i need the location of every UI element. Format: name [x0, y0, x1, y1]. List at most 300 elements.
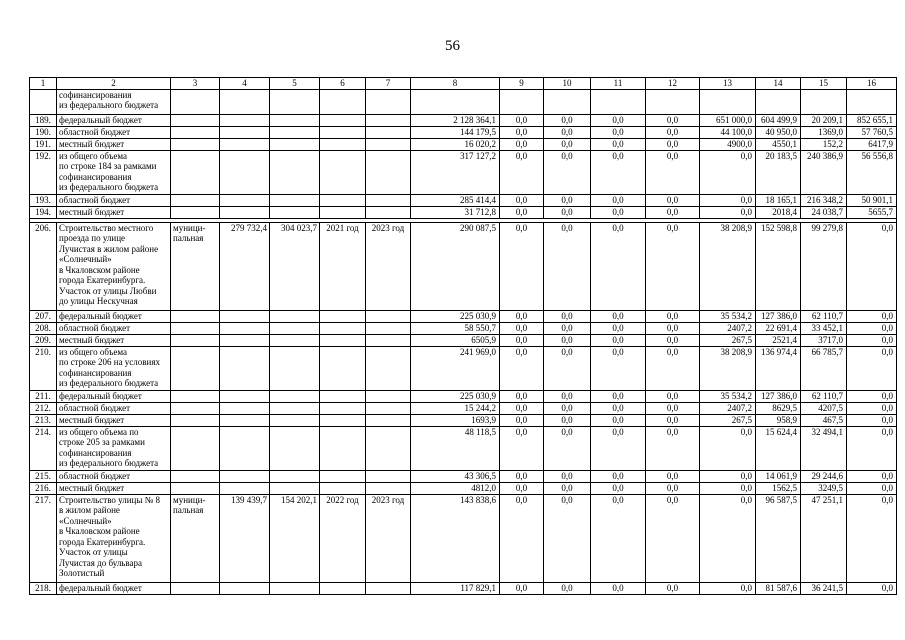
- cell-col-1: 207.: [30, 310, 57, 322]
- cell-col-7: [366, 114, 411, 126]
- cell-col-11: 0,0: [591, 346, 646, 390]
- cell-col-12: 0,0: [646, 114, 700, 126]
- cell-col-14: 2018,4: [756, 206, 801, 218]
- cell-col-2: областной бюджет: [57, 322, 171, 334]
- cell-col-13: 0,0: [700, 194, 756, 206]
- cell-col-2: местный бюджет: [57, 334, 171, 346]
- cell-col-5: [270, 150, 320, 194]
- cell-col-14: 22 691,4: [756, 322, 801, 334]
- table-row: [30, 482, 897, 494]
- cell-col-10: 0,0: [544, 470, 591, 482]
- cell-col-9: 0,0: [500, 206, 544, 218]
- cell-col-12: 0,0: [646, 194, 700, 206]
- table-row: [30, 194, 897, 206]
- cell-col-4: [220, 194, 270, 206]
- cell-col-1: 210.: [30, 346, 57, 390]
- cell-col-1: 192.: [30, 150, 57, 194]
- cell-col-2: федеральный бюджет: [57, 582, 171, 594]
- cell-col-13: 2407,2: [700, 402, 756, 414]
- cell-col-1: 190.: [30, 126, 57, 138]
- cell-col-10: 0,0: [544, 402, 591, 414]
- cell-col-6: 2022 год: [320, 494, 366, 582]
- cell-col-11: 0,0: [591, 194, 646, 206]
- cell-col-7: 2023 год: [366, 222, 411, 310]
- cell-col-9: 0,0: [500, 322, 544, 334]
- cell-col-4: [220, 150, 270, 194]
- cell-col-8: 4812,0: [411, 482, 500, 494]
- cell-col-12: 0,0: [646, 494, 700, 582]
- cell-col-5: [270, 390, 320, 402]
- cell-col-9: 0,0: [500, 138, 544, 150]
- cell-col-9: 0,0: [500, 222, 544, 310]
- cell-col-12: 0,0: [646, 322, 700, 334]
- cell-col-14: 14 061,9: [756, 470, 801, 482]
- cell-col-11: 0,0: [591, 114, 646, 126]
- cell-col-2: местный бюджет: [57, 138, 171, 150]
- cell-col-7: [366, 426, 411, 470]
- cell-col-6: [320, 114, 366, 126]
- cell-col-12: 0,0: [646, 206, 700, 218]
- cell-col-4: 279 732,4: [220, 222, 270, 310]
- cell-col-3: [171, 114, 220, 126]
- cell-col-15: 24 038,7: [801, 206, 847, 218]
- column-header: 7: [366, 78, 411, 90]
- cell-col-14: 96 587,5: [756, 494, 801, 582]
- column-header: 13: [700, 78, 756, 90]
- cell-col-10: 0,0: [544, 310, 591, 322]
- cell-col-13: 38 208,9: [700, 346, 756, 390]
- cell-col-8: 43 306,5: [411, 470, 500, 482]
- cell-col-8: 241 969,0: [411, 346, 500, 390]
- cell-col-16: 6417,9: [847, 138, 897, 150]
- cell-col-8: 6505,9: [411, 334, 500, 346]
- cell-col-16: 852 655,1: [847, 114, 897, 126]
- cell-col-14: 8629,5: [756, 402, 801, 414]
- cell-col-14: 958,9: [756, 414, 801, 426]
- cell-col-5: [270, 114, 320, 126]
- cell-col-1: [30, 89, 57, 114]
- cell-col-7: [366, 126, 411, 138]
- cell-col-6: [320, 322, 366, 334]
- cell-col-14: 81 587,6: [756, 582, 801, 594]
- column-header: 4: [220, 78, 270, 90]
- cell-col-4: [220, 334, 270, 346]
- cell-col-2: софинансирования из федерального бюджета: [57, 89, 171, 114]
- cell-col-10: 0,0: [544, 346, 591, 390]
- cell-col-12: [646, 89, 700, 114]
- cell-col-8: 16 020,2: [411, 138, 500, 150]
- cell-col-9: 0,0: [500, 402, 544, 414]
- cell-col-7: [366, 582, 411, 594]
- cell-col-14: 15 624,4: [756, 426, 801, 470]
- column-header: 14: [756, 78, 801, 90]
- cell-col-3: [171, 310, 220, 322]
- cell-col-12: 0,0: [646, 470, 700, 482]
- table-row: [30, 89, 897, 114]
- cell-col-2: Строительство местного проезда по улице Лучистая в жилом районе «Солнечный» в Чкаловском районе города Екатеринбурга. Участок от улицы Любви до улицы Нескучная: [57, 222, 171, 310]
- cell-col-7: [366, 206, 411, 218]
- cell-col-1: 209.: [30, 334, 57, 346]
- cell-col-16: 50 901,1: [847, 194, 897, 206]
- cell-col-5: [270, 322, 320, 334]
- column-header: 10: [544, 78, 591, 90]
- cell-col-3: [171, 126, 220, 138]
- cell-col-3: [171, 89, 220, 114]
- cell-col-13: 4900,0: [700, 138, 756, 150]
- cell-col-9: 0,0: [500, 114, 544, 126]
- cell-col-9: 0,0: [500, 194, 544, 206]
- cell-col-11: 0,0: [591, 322, 646, 334]
- cell-col-4: [220, 206, 270, 218]
- column-header: 8: [411, 78, 500, 90]
- cell-col-6: [320, 334, 366, 346]
- cell-col-11: 0,0: [591, 126, 646, 138]
- column-header: 9: [500, 78, 544, 90]
- cell-col-8: 143 838,6: [411, 494, 500, 582]
- cell-col-5: [270, 310, 320, 322]
- cell-col-2: федеральный бюджет: [57, 310, 171, 322]
- cell-col-3: [171, 402, 220, 414]
- cell-col-15: 152,2: [801, 138, 847, 150]
- cell-col-8: 290 087,5: [411, 222, 500, 310]
- cell-col-15: 62 110,7: [801, 310, 847, 322]
- table-row: [30, 322, 897, 334]
- cell-col-16: 0,0: [847, 414, 897, 426]
- cell-col-5: [270, 194, 320, 206]
- cell-col-16: 0,0: [847, 346, 897, 390]
- cell-col-12: 0,0: [646, 582, 700, 594]
- cell-col-11: 0,0: [591, 494, 646, 582]
- cell-col-11: 0,0: [591, 310, 646, 322]
- cell-col-4: [220, 138, 270, 150]
- cell-col-10: 0,0: [544, 426, 591, 470]
- cell-col-14: 604 499,9: [756, 114, 801, 126]
- cell-col-13: 0,0: [700, 206, 756, 218]
- cell-col-5: [270, 470, 320, 482]
- cell-col-4: [220, 89, 270, 114]
- cell-col-1: 189.: [30, 114, 57, 126]
- cell-col-10: 0,0: [544, 414, 591, 426]
- cell-col-9: 0,0: [500, 426, 544, 470]
- cell-col-10: 0,0: [544, 126, 591, 138]
- cell-col-2: из общего объема по строке 206 на условиях софинансирования из федерального бюджета: [57, 346, 171, 390]
- cell-col-16: 0,0: [847, 494, 897, 582]
- cell-col-8: 48 118,5: [411, 426, 500, 470]
- cell-col-11: 0,0: [591, 470, 646, 482]
- cell-col-9: 0,0: [500, 346, 544, 390]
- cell-col-15: 66 785,7: [801, 346, 847, 390]
- cell-col-11: 0,0: [591, 402, 646, 414]
- cell-col-14: 18 165,1: [756, 194, 801, 206]
- cell-col-9: 0,0: [500, 334, 544, 346]
- budget-table: [29, 77, 897, 595]
- cell-col-14: 2521,4: [756, 334, 801, 346]
- cell-col-7: [366, 310, 411, 322]
- cell-col-7: [366, 138, 411, 150]
- cell-col-16: 0,0: [847, 222, 897, 310]
- cell-col-6: [320, 414, 366, 426]
- cell-col-5: [270, 414, 320, 426]
- cell-col-12: 0,0: [646, 346, 700, 390]
- cell-col-6: [320, 310, 366, 322]
- cell-col-16: 0,0: [847, 402, 897, 414]
- cell-col-3: [171, 150, 220, 194]
- cell-col-6: [320, 426, 366, 470]
- column-header: 5: [270, 78, 320, 90]
- cell-col-2: местный бюджет: [57, 206, 171, 218]
- table-row: [30, 582, 897, 594]
- cell-col-5: [270, 582, 320, 594]
- cell-col-12: 0,0: [646, 126, 700, 138]
- cell-col-1: 212.: [30, 402, 57, 414]
- cell-col-5: [270, 426, 320, 470]
- cell-col-13: 267,5: [700, 414, 756, 426]
- cell-col-14: 4550,1: [756, 138, 801, 150]
- cell-col-15: 33 452,1: [801, 322, 847, 334]
- cell-col-2: областной бюджет: [57, 402, 171, 414]
- cell-col-6: [320, 482, 366, 494]
- cell-col-14: [756, 89, 801, 114]
- cell-col-10: 0,0: [544, 222, 591, 310]
- cell-col-3: муници- пальная: [171, 494, 220, 582]
- table-row: [30, 138, 897, 150]
- cell-col-2: федеральный бюджет: [57, 390, 171, 402]
- cell-col-4: [220, 426, 270, 470]
- cell-col-4: 139 439,7: [220, 494, 270, 582]
- cell-col-8: 225 030,9: [411, 310, 500, 322]
- table-row: [30, 390, 897, 402]
- cell-col-16: 0,0: [847, 334, 897, 346]
- cell-col-10: 0,0: [544, 390, 591, 402]
- cell-col-6: [320, 126, 366, 138]
- cell-col-6: [320, 402, 366, 414]
- cell-col-13: 44 100,0: [700, 126, 756, 138]
- cell-col-2: из общего объема по строке 205 за рамками софинансирования из федерального бюджета: [57, 426, 171, 470]
- cell-col-7: [366, 402, 411, 414]
- cell-col-6: [320, 138, 366, 150]
- cell-col-8: 15 244,2: [411, 402, 500, 414]
- cell-col-10: 0,0: [544, 114, 591, 126]
- cell-col-9: [500, 89, 544, 114]
- cell-col-1: 194.: [30, 206, 57, 218]
- cell-col-7: [366, 470, 411, 482]
- cell-col-9: 0,0: [500, 390, 544, 402]
- cell-col-13: 35 534,2: [700, 310, 756, 322]
- cell-col-3: [171, 414, 220, 426]
- cell-col-16: 57 760,5: [847, 126, 897, 138]
- cell-col-11: 0,0: [591, 334, 646, 346]
- cell-col-15: 99 279,8: [801, 222, 847, 310]
- cell-col-8: 1693,9: [411, 414, 500, 426]
- cell-col-2: местный бюджет: [57, 482, 171, 494]
- column-header: 2: [57, 78, 171, 90]
- cell-col-15: 240 386,9: [801, 150, 847, 194]
- cell-col-1: 206.: [30, 222, 57, 310]
- cell-col-16: 0,0: [847, 470, 897, 482]
- cell-col-1: 214.: [30, 426, 57, 470]
- cell-col-16: 0,0: [847, 482, 897, 494]
- cell-col-13: 35 534,2: [700, 390, 756, 402]
- cell-col-10: 0,0: [544, 482, 591, 494]
- cell-col-3: [171, 482, 220, 494]
- cell-col-13: 2407,2: [700, 322, 756, 334]
- cell-col-5: [270, 346, 320, 390]
- cell-col-8: 285 414,4: [411, 194, 500, 206]
- cell-col-2: областной бюджет: [57, 194, 171, 206]
- cell-col-16: 0,0: [847, 322, 897, 334]
- cell-col-4: [220, 402, 270, 414]
- cell-col-15: 32 494,1: [801, 426, 847, 470]
- cell-col-12: 0,0: [646, 414, 700, 426]
- cell-col-10: 0,0: [544, 334, 591, 346]
- cell-col-11: 0,0: [591, 222, 646, 310]
- cell-col-13: 38 208,9: [700, 222, 756, 310]
- cell-col-4: [220, 310, 270, 322]
- cell-col-13: 0,0: [700, 582, 756, 594]
- cell-col-12: 0,0: [646, 138, 700, 150]
- cell-col-5: [270, 402, 320, 414]
- cell-col-12: 0,0: [646, 334, 700, 346]
- column-header: 15: [801, 78, 847, 90]
- cell-col-11: 0,0: [591, 482, 646, 494]
- cell-col-7: [366, 414, 411, 426]
- cell-col-6: [320, 390, 366, 402]
- cell-col-15: 29 244,6: [801, 470, 847, 482]
- cell-col-3: муници- пальная: [171, 222, 220, 310]
- cell-col-4: [220, 470, 270, 482]
- cell-col-1: 213.: [30, 414, 57, 426]
- cell-col-14: 127 386,0: [756, 390, 801, 402]
- cell-col-9: 0,0: [500, 126, 544, 138]
- cell-col-6: [320, 346, 366, 390]
- cell-col-16: 0,0: [847, 390, 897, 402]
- cell-col-3: [171, 194, 220, 206]
- cell-col-2: областной бюджет: [57, 126, 171, 138]
- table-row: [30, 334, 897, 346]
- cell-col-10: 0,0: [544, 150, 591, 194]
- table-row: [30, 426, 897, 470]
- cell-col-7: [366, 150, 411, 194]
- cell-col-8: 144 179,5: [411, 126, 500, 138]
- cell-col-6: [320, 150, 366, 194]
- cell-col-15: 62 110,7: [801, 390, 847, 402]
- cell-col-8: 117 829,1: [411, 582, 500, 594]
- cell-col-10: [544, 89, 591, 114]
- header-row: [30, 78, 897, 90]
- cell-col-4: [220, 390, 270, 402]
- cell-col-3: [171, 470, 220, 482]
- column-header: 11: [591, 78, 646, 90]
- cell-col-1: 217.: [30, 494, 57, 582]
- column-header: 1: [30, 78, 57, 90]
- cell-col-5: [270, 89, 320, 114]
- cell-col-12: 0,0: [646, 402, 700, 414]
- cell-col-10: 0,0: [544, 494, 591, 582]
- cell-col-2: из общего объема по строке 184 за рамками софинансирования из федерального бюджета: [57, 150, 171, 194]
- cell-col-11: 0,0: [591, 150, 646, 194]
- cell-col-11: 0,0: [591, 582, 646, 594]
- cell-col-10: 0,0: [544, 206, 591, 218]
- cell-col-3: [171, 390, 220, 402]
- cell-col-11: 0,0: [591, 206, 646, 218]
- cell-col-12: 0,0: [646, 426, 700, 470]
- cell-col-13: 0,0: [700, 470, 756, 482]
- cell-col-3: [171, 582, 220, 594]
- cell-col-9: 0,0: [500, 310, 544, 322]
- cell-col-4: [220, 114, 270, 126]
- cell-col-9: 0,0: [500, 150, 544, 194]
- table-row: [30, 206, 897, 218]
- cell-col-13: 267,5: [700, 334, 756, 346]
- cell-col-5: [270, 482, 320, 494]
- cell-col-3: [171, 206, 220, 218]
- cell-col-2: областной бюджет: [57, 470, 171, 482]
- cell-col-6: [320, 582, 366, 594]
- cell-col-7: [366, 194, 411, 206]
- cell-col-7: [366, 390, 411, 402]
- page-number: 56: [445, 38, 460, 54]
- table-row: [30, 346, 897, 390]
- cell-col-5: [270, 206, 320, 218]
- cell-col-16: 5655,7: [847, 206, 897, 218]
- table-row: [30, 126, 897, 138]
- cell-col-4: [220, 126, 270, 138]
- cell-col-15: 47 251,1: [801, 494, 847, 582]
- cell-col-12: 0,0: [646, 390, 700, 402]
- cell-col-13: [700, 89, 756, 114]
- cell-col-1: 215.: [30, 470, 57, 482]
- cell-col-15: 20 209,1: [801, 114, 847, 126]
- table-row: [30, 494, 897, 582]
- cell-col-2: федеральный бюджет: [57, 114, 171, 126]
- cell-col-15: [801, 89, 847, 114]
- cell-col-7: [366, 89, 411, 114]
- cell-col-3: [171, 334, 220, 346]
- cell-col-16: [847, 89, 897, 114]
- cell-col-10: 0,0: [544, 582, 591, 594]
- cell-col-5: 154 202,1: [270, 494, 320, 582]
- cell-col-15: 36 241,5: [801, 582, 847, 594]
- cell-col-12: 0,0: [646, 222, 700, 310]
- cell-col-1: 211.: [30, 390, 57, 402]
- cell-col-9: 0,0: [500, 414, 544, 426]
- cell-col-9: 0,0: [500, 494, 544, 582]
- cell-col-11: 0,0: [591, 138, 646, 150]
- cell-col-6: [320, 206, 366, 218]
- cell-col-13: 0,0: [700, 426, 756, 470]
- cell-col-13: 651 000,0: [700, 114, 756, 126]
- cell-col-1: 218.: [30, 582, 57, 594]
- cell-col-4: [220, 582, 270, 594]
- cell-col-16: 0,0: [847, 582, 897, 594]
- cell-col-11: 0,0: [591, 426, 646, 470]
- cell-col-7: [366, 482, 411, 494]
- cell-col-13: 0,0: [700, 494, 756, 582]
- cell-col-8: 2 128 364,1: [411, 114, 500, 126]
- cell-col-5: [270, 126, 320, 138]
- cell-col-16: 0,0: [847, 426, 897, 470]
- cell-col-15: 3249,5: [801, 482, 847, 494]
- cell-col-9: 0,0: [500, 582, 544, 594]
- cell-col-5: [270, 334, 320, 346]
- cell-col-1: 193.: [30, 194, 57, 206]
- table-row: [30, 114, 897, 126]
- cell-col-6: [320, 194, 366, 206]
- cell-col-2: Строительство улицы № 8 в жилом районе «Солнечный» в Чкаловском районе города Екатеринбурга. Участок от улицы Лучистая до бульвара Золотистый: [57, 494, 171, 582]
- cell-col-4: [220, 322, 270, 334]
- cell-col-9: 0,0: [500, 470, 544, 482]
- cell-col-4: [220, 414, 270, 426]
